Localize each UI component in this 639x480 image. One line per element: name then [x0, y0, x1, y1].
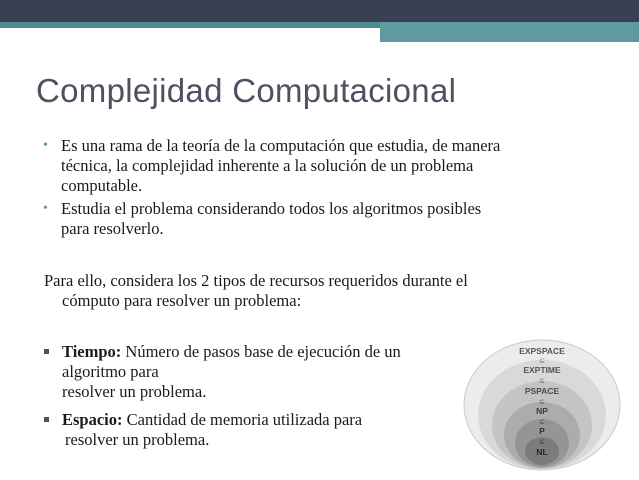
resource-time-line2: resolver un problema. — [62, 382, 207, 401]
top-accent-stripe-right — [380, 22, 639, 42]
resource-time — [44, 342, 464, 401]
bullet-item — [40, 136, 600, 196]
top-accent-stripe-left — [0, 22, 380, 28]
bullet-line: Es una rama de la teoría de la computación que estudia, de manera — [61, 136, 501, 155]
bullet-dot-icon: • — [43, 201, 48, 216]
resource-time-term: Tiempo: — [62, 342, 122, 361]
class-label-p: P — [539, 426, 545, 436]
intro-line: Para ello, considera los 2 tipos de recursos requeridos durante el — [44, 271, 468, 290]
subset-symbol: ⊆ — [539, 378, 545, 385]
intro-paragraph — [44, 271, 564, 311]
class-label-np: NP — [536, 406, 548, 416]
bullet-dot-icon: • — [43, 138, 48, 153]
definition-bullets — [40, 136, 600, 242]
class-label-nl: NL — [536, 447, 548, 457]
resource-space-line — [44, 410, 464, 430]
bullet-line: para resolverlo. — [61, 219, 164, 238]
class-label-expspace: EXPSPACE — [519, 346, 565, 356]
subset-symbol: ⊆ — [539, 439, 545, 446]
bullet-line: computable. — [61, 176, 143, 195]
class-label-exptime: EXPTIME — [523, 365, 561, 375]
resource-time-line — [44, 342, 464, 382]
slide-title: Complejidad Computacional — [36, 72, 457, 109]
square-bullet-icon — [44, 349, 49, 354]
intro-line: cómputo para resolver un problema: — [62, 291, 302, 310]
bullet-item — [40, 199, 600, 239]
resource-space-text: Cantidad de memoria utilizada para — [122, 410, 363, 429]
square-bullet-icon — [44, 417, 49, 422]
subset-symbol: ⊆ — [539, 399, 545, 406]
class-label-pspace: PSPACE — [524, 386, 560, 396]
resource-space-line2: resolver un problema. — [65, 430, 210, 449]
resource-space — [44, 410, 464, 450]
resource-time-text: Número de pasos base de ejecución de un algoritmo para — [62, 342, 401, 381]
complexity-class-diagram — [462, 337, 622, 472]
resource-space-term: Espacio: — [62, 410, 123, 429]
subset-symbol: ⊆ — [539, 358, 545, 365]
subset-symbol: ⊆ — [539, 419, 545, 426]
bullet-line: Estudia el problema considerando todos los algoritmos posibles — [61, 199, 482, 218]
top-band — [0, 0, 639, 22]
bullet-line: técnica, la complejidad inherente a la solución de un problema — [61, 156, 474, 175]
